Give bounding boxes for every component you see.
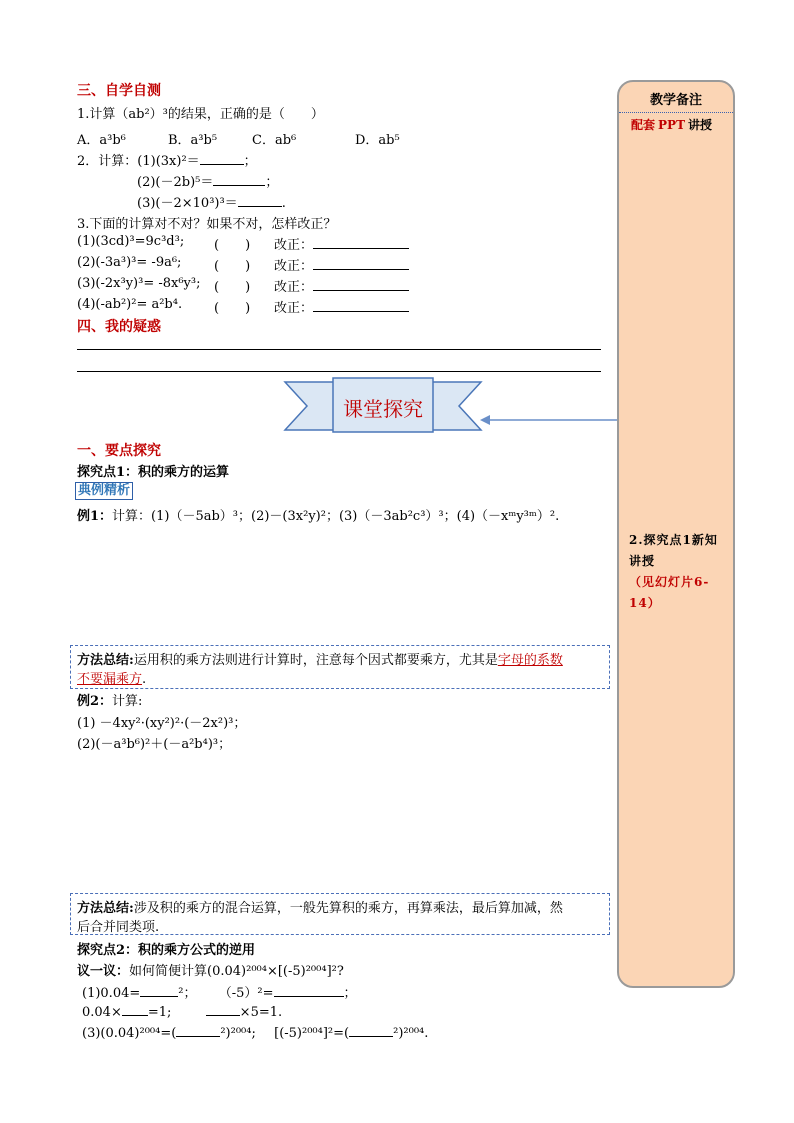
answer-line[interactable] [77,349,601,350]
example2 [77,690,142,709]
teaching-notes-panel [617,80,735,988]
q3-text: 3.下面的计算对不对？如果不对，怎样改正？ [77,217,337,232]
notes-line1 [631,116,712,133]
section3-title: 三、自学自测 [77,83,161,99]
q3-paren[interactable]: ( ) [214,238,251,253]
method-label: 方法总结: [77,901,134,916]
answer-blank[interactable] [238,194,282,207]
point2-line2 [82,1003,282,1020]
fix-blank[interactable] [313,299,409,312]
section4-title: 四、我的疑惑 [77,319,161,335]
answer-blank[interactable] [200,152,244,165]
q3-paren[interactable]: ( ) [214,280,251,295]
point2-line1 [82,982,357,1001]
method1-line1 [77,649,563,668]
line3c: [(-5)²⁰⁰⁴]²=( [274,1026,350,1041]
q3-item3: (3)(-2x³y)³= -8x⁶y³; [77,276,201,291]
discuss-text: 如何简便计算(0.04)²⁰⁰⁴×[(-5)²⁰⁰⁴]²? [129,964,344,979]
section1-title: 一、要点探究 [77,443,161,459]
line2b: =1; [147,1005,172,1020]
notes-item2-ref: （见幻灯片6-14） [629,575,710,610]
fix-blank[interactable] [313,278,409,291]
point1-title: 探究点1：积的乘方的运算 [77,465,230,480]
q3-paren[interactable]: ( ) [214,259,251,274]
point2-title: 探究点2：积的乘方公式的逆用 [77,943,256,958]
line2a: 0.04× [82,1005,122,1020]
line1a: (1)0.04= [82,986,141,1001]
method1-highlight: 字母的系数 [497,653,563,668]
arrow-icon [478,413,620,427]
q3-fix-label: 改正： [274,301,314,316]
notes-line1a: 配套 [631,118,656,132]
method2-text: 涉及积的乘方的混合运算，一般先算积的乘方，再算乘法，最后算加减，然 [133,901,563,916]
answer-blank[interactable] [206,1003,240,1016]
line3d: ²)²⁰⁰⁴. [393,1026,429,1041]
q2-label: 2．计算： [77,154,138,169]
q3-fix-label: 改正： [274,238,314,253]
method2-line1 [77,897,563,916]
q2-row3: (3)(－2×10³)³＝ . [137,196,286,211]
line3b: ²)²⁰⁰⁴; [220,1026,256,1041]
answer-blank[interactable] [176,1024,220,1037]
notes-item2: 2.探究点1新知讲授 [629,533,718,568]
banner-title: 课堂探究 [343,397,423,421]
ex2-item1: (1) －4xy²·(xy²)²·(－2x²)³； [77,716,247,731]
line3a: (3)(0.04)²⁰⁰⁴=( [82,1026,177,1041]
q3-paren[interactable]: ( ) [214,301,251,316]
q2-item2: (2)(－2b)⁵＝ [137,175,214,190]
q3-item1: (1)(3cd)³=9c³d³; [77,234,185,249]
method2-text2: 后合并同类项. [77,920,160,935]
method1-end: . [142,672,147,687]
q2-row2: (2)(－2b)⁵＝ ； [137,175,279,190]
answer-blank[interactable] [213,173,265,186]
method1-text: 运用积的乘方法则进行计算时，注意每个因式都要乘方，尤其是 [133,653,498,668]
method-label: 方法总结: [77,653,134,668]
q3-fix-label: 改正： [274,259,314,274]
discuss-line [77,960,344,979]
method1-highlight: 不要漏乘方 [77,672,143,687]
line1c: （-5）²= [218,986,274,1001]
answer-line[interactable] [77,371,601,372]
ex1-label: 例1： [77,509,113,524]
discuss-label: 议一议： [77,964,130,979]
answer-blank[interactable] [274,984,344,997]
ex1-text: 计算：(1)（－5ab）³；(2)－(3x²y)²；(3)（－3ab²c³）³；(4)（－xᵐy³ᵐ）². [112,509,560,524]
q1-option-c: C．ab⁶ [252,133,297,148]
q3-item4: (4)(-ab²)²= a²b⁴. [77,297,183,312]
fix-blank[interactable] [313,257,409,270]
example-tag: 典例精析 [75,482,133,500]
example1 [77,505,559,524]
answer-blank[interactable] [122,1003,148,1016]
point2-line3 [82,1024,428,1041]
answer-blank[interactable] [140,984,178,997]
q2-row1: 2．计算：(1)(3x)²＝ ； [77,154,257,169]
q3-fix-row [274,276,409,295]
line1b: ²； [178,986,197,1001]
q2-item1: (1)(3x)²＝ [137,154,200,169]
fix-blank[interactable] [313,236,409,249]
q3-fix-row [274,234,409,253]
q1-text: 1.计算（ab²）³的结果，正确的是（ ） [77,107,324,122]
q3-fix-label: 改正： [274,280,314,295]
method1-line2 [77,668,146,687]
q1-option-b: B．a³b⁵ [168,133,218,148]
notes-line1b: PPT [658,118,685,132]
ex2-item2: (2)(－a³b⁶)²＋(－a²b⁴)³； [77,737,232,752]
ex2-text: 计算: [112,694,143,709]
q3-fix-row [274,255,409,274]
q1-option-a: A．a³b⁶ [77,133,126,148]
q3-fix-row [274,297,409,316]
line1d: ； [343,986,357,1001]
answer-blank[interactable] [349,1024,393,1037]
notes-line1c: 讲授 [688,118,713,132]
q1-option-d: D．ab⁵ [355,133,400,148]
ex2-label: 例2： [77,694,113,709]
notes-header: 教学备注 [619,82,733,113]
q2-item3: (3)(－2×10³)³＝ [137,196,238,211]
q3-item2: (2)(-3a³)³= -9a⁶; [77,255,182,270]
line2c: ×5=1. [239,1005,283,1020]
